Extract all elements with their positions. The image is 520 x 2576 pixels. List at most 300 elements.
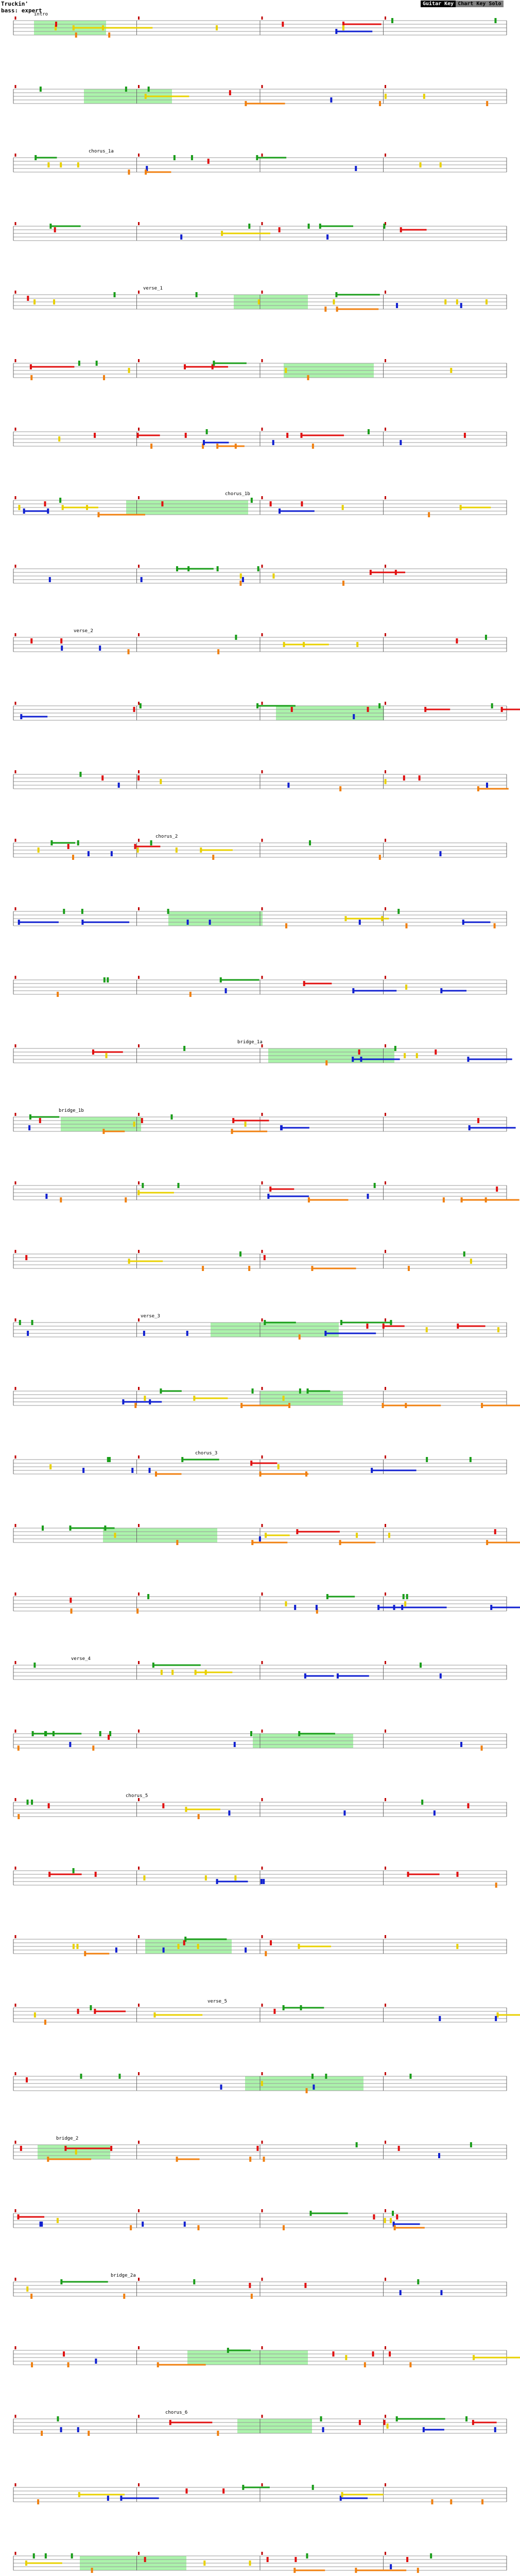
note [95,2359,97,2364]
note [496,1187,498,1192]
note [431,2499,433,2504]
note [248,224,250,229]
note [439,2016,441,2021]
sustain-tail [82,922,129,923]
section-label: verse_1 [143,286,163,291]
note [60,2427,62,2432]
note [456,1944,458,1949]
note [189,992,192,997]
sustain-tail [372,1470,416,1471]
sustain-tail [49,1874,81,1875]
sustain-tail [221,979,259,981]
note [249,2561,251,2566]
note [170,1114,172,1120]
note [57,2218,59,2223]
note [325,2074,327,2079]
note [88,851,90,856]
sustain-tail [241,1405,288,1406]
sustain-tail [336,294,379,296]
note [494,923,496,928]
note [419,775,421,781]
note [53,299,55,304]
note [191,155,193,160]
note [287,783,289,788]
note [356,642,358,647]
note [303,642,305,647]
note [26,2286,28,2292]
sustain-tail [502,709,520,710]
section-label: verse_5 [207,1999,227,2004]
note [353,714,355,719]
sustain-tail [378,1607,421,1608]
note [285,368,287,373]
note [77,2009,79,2014]
note [18,1745,20,1751]
note [428,512,430,517]
sustain-tail [98,514,145,516]
note [443,1197,445,1202]
note [491,703,493,708]
note [49,577,51,582]
note [125,1197,127,1202]
note [30,638,32,643]
note [307,375,309,380]
note [342,581,344,586]
note [31,1800,33,1805]
note [261,1879,263,1884]
note [99,646,101,651]
note [396,303,398,308]
note [342,25,344,30]
note [322,2427,324,2432]
note [285,1601,287,1606]
note [108,1735,110,1740]
note [176,1540,178,1545]
note [114,292,116,297]
note [358,1049,360,1055]
sustain-tail [186,1809,220,1810]
note [60,162,62,167]
note [278,1464,280,1469]
note [205,1875,207,1880]
note [251,498,253,503]
note [96,361,98,366]
sustain-tail [401,229,427,231]
note [58,436,60,442]
note [118,783,120,788]
note [48,1803,50,1808]
note [405,985,407,990]
note [225,988,227,993]
note [470,2142,472,2147]
note [486,299,488,304]
sustain-tail [257,705,296,707]
note [282,22,284,27]
sustain-tail [461,507,491,509]
sustain-tail [304,983,332,985]
note [75,32,77,38]
note [63,909,65,914]
sustain-tail [284,2007,324,2009]
note [55,22,57,27]
note [103,977,106,982]
note [283,1396,285,1401]
note [217,566,219,571]
sustain-tail [341,1322,392,1324]
note [57,992,59,997]
note [426,1327,428,1332]
note [234,1742,236,1747]
sustain-tail [424,2429,444,2431]
note [256,2146,258,2151]
note [137,775,140,781]
note [183,1046,185,1051]
note [212,855,214,860]
note [486,783,488,788]
note [320,2416,322,2421]
sustain-tail [384,1326,405,1327]
note [45,1194,47,1199]
note [272,573,274,579]
note [392,2211,394,2216]
note [20,2146,22,2151]
note [440,2290,442,2295]
sustain-tail [129,1261,163,1262]
note [263,1879,265,1884]
note [183,1940,185,1945]
note [342,505,344,510]
note [409,2074,411,2079]
note [161,1670,163,1675]
note [42,1526,44,1531]
note [272,440,274,445]
note [19,1320,21,1325]
note [107,1457,109,1462]
sustain-tail [294,2570,325,2571]
note [389,2351,391,2357]
note [142,1183,144,1188]
note [186,1331,188,1336]
note [171,1670,174,1675]
note [367,707,369,712]
note [27,296,29,301]
sustain-tail [214,363,246,364]
sustain-tail [63,507,98,509]
sustain-tail [406,1405,441,1406]
sustain-tail [170,2422,213,2424]
note [368,429,370,434]
note [77,2427,79,2432]
note [265,1951,267,1956]
note [384,2420,386,2425]
sustain-tail [201,850,233,851]
legend-value-label: Chart Key Solo [456,1,503,7]
sustain-tail [265,1322,296,1324]
sustain-tail [337,309,379,310]
sustain-tail [217,446,245,447]
sustain-tail [425,709,450,710]
sustain-tail [301,435,344,436]
note [388,1533,390,1538]
sustain-tail [353,990,396,992]
note [216,25,218,30]
note [54,227,56,232]
note [30,2294,32,2299]
note [143,1875,145,1880]
note [80,2074,82,2079]
note [76,1944,78,1949]
note [434,1810,436,1816]
note [345,2355,347,2360]
sustain-tail [79,2494,125,2496]
note [41,2431,43,2436]
sustain-tail [48,2159,91,2160]
note [242,577,244,582]
sustain-tail [252,1542,287,1544]
note [439,851,441,856]
note [196,292,198,297]
sustain-tail [320,226,353,227]
note [47,162,49,167]
sustain-tail [308,1391,331,1392]
note [390,2564,392,2569]
note [197,2225,199,2230]
sustain-tail [217,1881,248,1883]
note [301,501,303,506]
sustain-tail [478,788,509,790]
note [108,32,110,38]
note [258,299,260,304]
sustain-tail [441,990,466,992]
note [384,2218,386,2223]
note [249,2283,251,2288]
section-label: intro [34,12,48,17]
note [250,1731,252,1736]
note [465,2416,467,2421]
sustain-tail [397,2418,445,2420]
note [279,227,281,232]
note [364,2362,366,2367]
note [400,2290,402,2295]
note [372,2351,374,2357]
note [203,2561,205,2566]
note [398,2146,400,2151]
note [299,1388,301,1394]
sustain-tail [19,922,59,923]
note [460,303,462,308]
sustain-tail [26,2563,62,2564]
note [486,101,488,106]
note [406,2557,408,2562]
sustain-tail [154,2014,202,2016]
note [78,361,80,366]
sustain-tail [19,2216,45,2218]
note [163,1947,165,1953]
note [209,920,211,925]
note [94,433,96,438]
section-label: verse_4 [71,1656,91,1662]
note [308,224,310,229]
note [325,1060,327,1065]
note [38,848,40,853]
note [494,1529,496,1534]
note [144,2557,146,2562]
note [261,2081,263,2086]
sustain-tail [336,31,372,32]
section-label: bridge_1a [237,1040,263,1045]
section-label: chorus_6 [165,2410,188,2415]
note [366,1324,368,1329]
note [416,1053,418,1058]
sustain-tail [468,1059,512,1060]
note [306,2553,308,2558]
sustain-tail [103,27,152,29]
sustain-tail [270,1189,294,1190]
sustain-tail [21,716,47,718]
note [311,2074,314,2079]
sustain-tail [486,1199,519,1201]
note [33,299,36,304]
section-label: bridge_1b [59,1108,84,1113]
sustain-tail [30,1116,59,1118]
note [133,707,135,712]
note [440,1673,442,1679]
note [33,2553,35,2558]
note [333,299,335,304]
note [69,1742,71,1747]
note [150,444,152,449]
note [470,1457,472,1462]
sustain-tail [103,1131,125,1132]
sustain-tail [146,96,189,97]
note [148,87,150,92]
note [239,581,241,586]
note [202,1266,204,1271]
note [61,646,63,651]
note [309,840,311,845]
sustain-tail [153,1665,201,1666]
note [373,2214,375,2219]
sustain-tail [123,1401,162,1403]
note [34,2012,36,2018]
note [125,87,127,92]
sustain-tail [341,2498,368,2499]
sustain-tail [394,2224,420,2225]
note [180,234,182,240]
note [417,2568,419,2573]
note [197,1944,199,1949]
note [355,166,357,171]
note [270,1940,272,1945]
sustain-tail [65,2148,110,2149]
song-title: Truckin' [1,1,28,7]
note [88,2431,90,2436]
note [294,1605,296,1610]
note [234,1875,236,1880]
note [90,2005,92,2010]
note [273,2009,275,2014]
sustain-tail [309,1199,349,1201]
sustain-tail [268,1196,309,1197]
sustain-tail [51,842,75,844]
note [291,707,293,712]
sustain-tail [185,366,228,368]
note [149,1468,151,1473]
note [394,1046,396,1051]
sustain-tail [24,511,48,512]
note [118,2074,120,2079]
sustain-tail [204,442,229,444]
note [128,649,130,654]
note [101,775,103,781]
sustain-tail [222,233,270,234]
note [73,1944,75,1949]
note [82,1468,84,1473]
note [304,2283,306,2288]
note [115,1947,117,1953]
note [481,2499,483,2504]
note [430,2553,432,2558]
note [263,2157,265,2162]
sustain-tail [371,572,405,573]
note [339,786,341,791]
note [390,2218,392,2223]
note [44,501,46,506]
sustain-tail [31,366,74,368]
sustain-tail [395,2227,425,2229]
sustain-tail [383,1405,411,1406]
note [408,1266,410,1271]
note [25,1255,27,1260]
note [438,2153,440,2158]
sustain-tail [156,1473,181,1475]
sustain-tail [474,2357,520,2359]
note [306,2088,308,2093]
note [463,1251,465,1257]
note [485,635,487,640]
note [313,2084,315,2090]
note [45,2553,47,2558]
note [72,855,74,860]
note [162,1803,164,1808]
sustain-tail [340,1542,376,1544]
note [367,1194,369,1199]
note [497,1327,499,1332]
note [33,1663,36,1668]
note [133,1122,135,1127]
sustain-tail [146,172,171,173]
note [235,444,237,449]
note [27,1800,29,1805]
note [141,1118,143,1123]
note [106,1053,108,1058]
note [264,1255,266,1260]
note [270,501,272,506]
note [107,2496,109,2501]
note [286,433,288,438]
note [59,498,61,503]
note [387,2424,389,2429]
note [136,1608,138,1614]
note [228,1810,230,1816]
sustain-tail [177,2159,200,2160]
note [37,2499,39,2504]
note [63,2351,65,2357]
note [267,2557,269,2562]
note [198,1814,200,1819]
note [239,1251,241,1257]
sustain-tail [121,2498,159,2499]
